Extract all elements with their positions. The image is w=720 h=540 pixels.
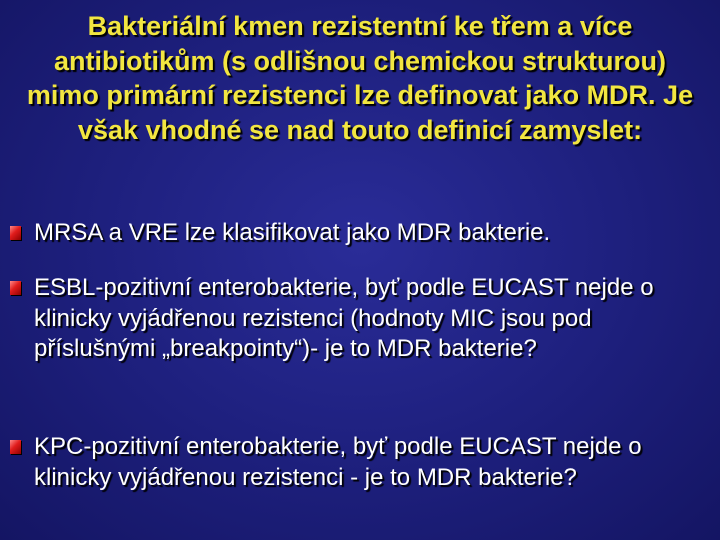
square-bullet-icon [10,281,21,295]
square-bullet-icon [10,226,21,240]
slide-title: Bakteriální kmen rezistentní ke třem a více antibiotikům (s odlišnou chemickou strukturou) mimo primární rezistenci lze definovat jako MDR. Je však vhodné se nad touto definicí zamyslet: [26,11,694,145]
bullet-text: MRSA a VRE lze klasifikovat jako MDR bakterie. [34,219,551,246]
bullet-text: KPC-pozitivní enterobakterie, byť podle EUCAST nejde o klinicky vyjádřenou rezistenci - je to MDR bakterie? [34,433,642,491]
square-bullet-icon [10,440,21,454]
bullet-text: ESBL-pozitivní enterobakterie, byť podle EUCAST nejde o klinicky vyjádřenou rezistenci (hodnoty MIC jsou pod příslušnými „breakpointy“)- je to MDR bakterie? [34,274,654,362]
